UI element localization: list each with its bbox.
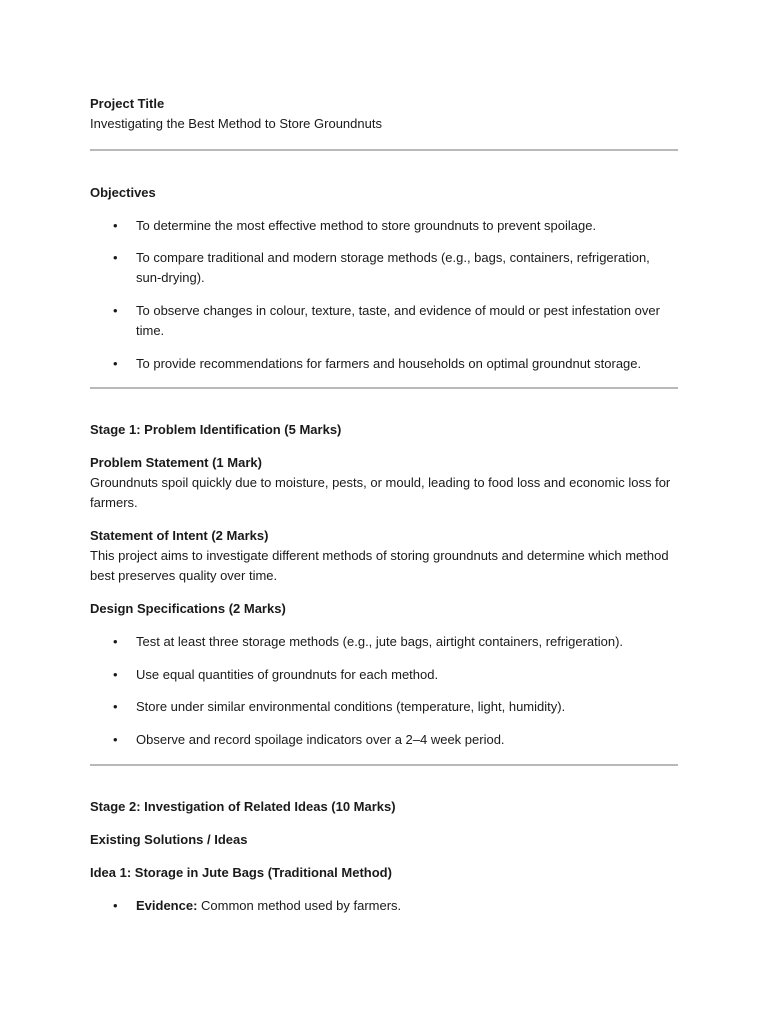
- list-item: • To provide recommendations for farmers and households on optimal groundnut storage.: [90, 354, 678, 374]
- list-item: • To compare traditional and modern storage methods (e.g., bags, containers, refrigeration, sun-drying).: [90, 248, 678, 288]
- problem-statement-heading: Problem Statement (1 Mark): [90, 455, 262, 470]
- idea1-heading: Idea 1: Storage in Jute Bags (Traditional Method): [90, 865, 392, 880]
- idea1-list: [90, 896, 678, 916]
- evidence-label: Evidence:: [136, 898, 198, 913]
- list-item: • Store under similar environmental conditions (temperature, light, humidity).: [90, 697, 678, 717]
- statement-of-intent-heading: Statement of Intent (2 Marks): [90, 528, 269, 543]
- objectives-heading: Objectives: [90, 185, 156, 200]
- list-item: [90, 896, 678, 916]
- list-item: • Use equal quantities of groundnuts for each method.: [90, 665, 678, 685]
- problem-statement-text: Groundnuts spoil quickly due to moisture, pests, or mould, leading to food loss and economic loss for farmers.: [90, 475, 671, 510]
- list-item: • To determine the most effective method to store groundnuts to prevent spoilage.: [90, 216, 678, 236]
- list-item: • To observe changes in colour, texture, taste, and evidence of mould or pest infestation over time.: [90, 301, 678, 341]
- objectives-list: [90, 216, 678, 374]
- divider: [90, 149, 678, 151]
- design-specifications-heading: Design Specifications (2 Marks): [90, 601, 286, 616]
- stage2-heading: Stage 2: Investigation of Related Ideas (10 Marks): [90, 799, 396, 814]
- evidence-text: Common method used by farmers.: [197, 898, 402, 913]
- statement-of-intent-text: This project aims to investigate different methods of storing groundnuts and determine which method best preserves quality over time.: [90, 548, 669, 583]
- project-title: Investigating the Best Method to Store Groundnuts: [90, 116, 382, 131]
- list-item: • Test at least three storage methods (e.g., jute bags, airtight containers, refrigeration).: [90, 632, 678, 652]
- design-specifications-list: [90, 632, 678, 750]
- document-content: [90, 94, 678, 916]
- stage1-heading: Stage 1: Problem Identification (5 Marks): [90, 422, 342, 437]
- project-title-label: Project Title: [90, 96, 165, 111]
- divider: [90, 764, 678, 766]
- existing-solutions-heading: Existing Solutions / Ideas: [90, 832, 248, 847]
- list-item: • Observe and record spoilage indicators over a 2–4 week period.: [90, 730, 678, 750]
- divider: [90, 387, 678, 389]
